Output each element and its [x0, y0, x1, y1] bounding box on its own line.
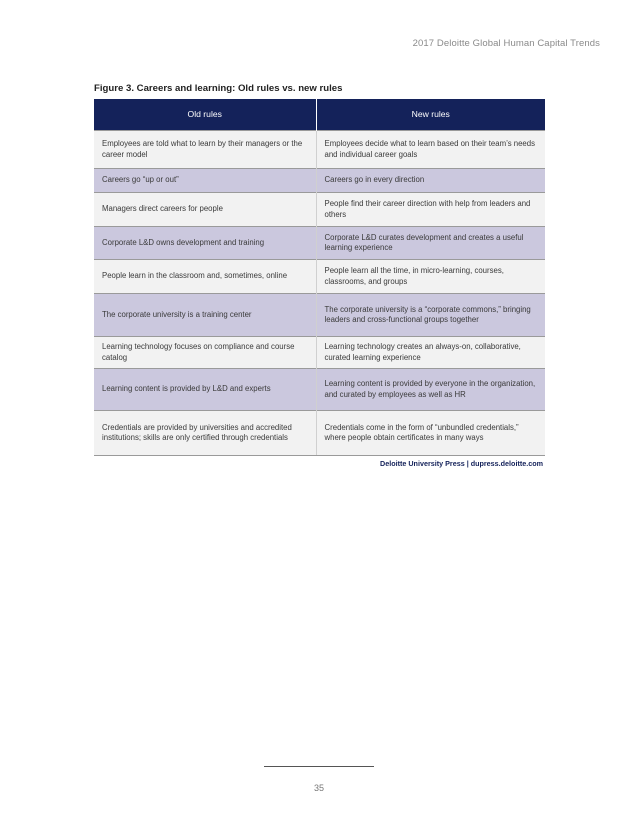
running-header: 2017 Deloitte Global Human Capital Trends — [412, 38, 600, 49]
page-number: 35 — [313, 783, 324, 793]
old-rule-cell: Learning technology focuses on compliance and course catalog — [94, 337, 316, 369]
old-rule-cell: Credentials are provided by universities and accredited institutions; skills are only certified through credentials — [94, 411, 316, 456]
footnote-divider — [264, 766, 374, 767]
old-rule-cell: Employees are told what to learn by their managers or the career model — [94, 131, 316, 169]
table-row — [94, 294, 545, 337]
table-header-row — [94, 99, 545, 131]
old-rule-cell: Managers direct careers for people — [94, 193, 316, 227]
rules-comparison-table — [94, 99, 545, 456]
old-rule-cell: People learn in the classroom and, sometimes, online — [94, 260, 316, 294]
new-rule-cell: Learning technology creates an always-on, collaborative, curated learning experience — [316, 337, 545, 369]
old-rule-cell: Corporate L&D owns development and training — [94, 227, 316, 260]
new-rule-cell: Employees decide what to learn based on their team’s needs and individual career goals — [316, 131, 545, 169]
source-credit: Deloitte University Press | dupress.deloitte.com — [380, 459, 543, 468]
table-row — [94, 411, 545, 456]
new-rule-cell: The corporate university is a “corporate commons,” bringing leaders and cross-functional groups together — [316, 294, 545, 337]
column-header-new-rules: New rules — [316, 99, 545, 131]
new-rule-cell: Learning content is provided by everyone in the organization, and curated by employees as well as HR — [316, 369, 545, 411]
table-row — [94, 193, 545, 227]
old-rule-cell: Learning content is provided by L&D and experts — [94, 369, 316, 411]
new-rule-cell: Credentials come in the form of “unbundled credentials,” where people obtain certificates in many ways — [316, 411, 545, 456]
old-rule-cell: Careers go “up or out” — [94, 169, 316, 193]
new-rule-cell: Careers go in every direction — [316, 169, 545, 193]
table-row — [94, 337, 545, 369]
table-row — [94, 369, 545, 411]
old-rule-cell: The corporate university is a training center — [94, 294, 316, 337]
new-rule-cell: Corporate L&D curates development and creates a useful learning experience — [316, 227, 545, 260]
new-rule-cell: People learn all the time, in micro-learning, courses, classrooms, and groups — [316, 260, 545, 294]
figure-title: Figure 3. Careers and learning: Old rules vs. new rules — [94, 83, 343, 94]
new-rule-cell: People find their career direction with help from leaders and others — [316, 193, 545, 227]
table-row — [94, 131, 545, 169]
column-header-old-rules: Old rules — [94, 99, 316, 131]
table-row — [94, 169, 545, 193]
table-row — [94, 260, 545, 294]
table-row — [94, 227, 545, 260]
